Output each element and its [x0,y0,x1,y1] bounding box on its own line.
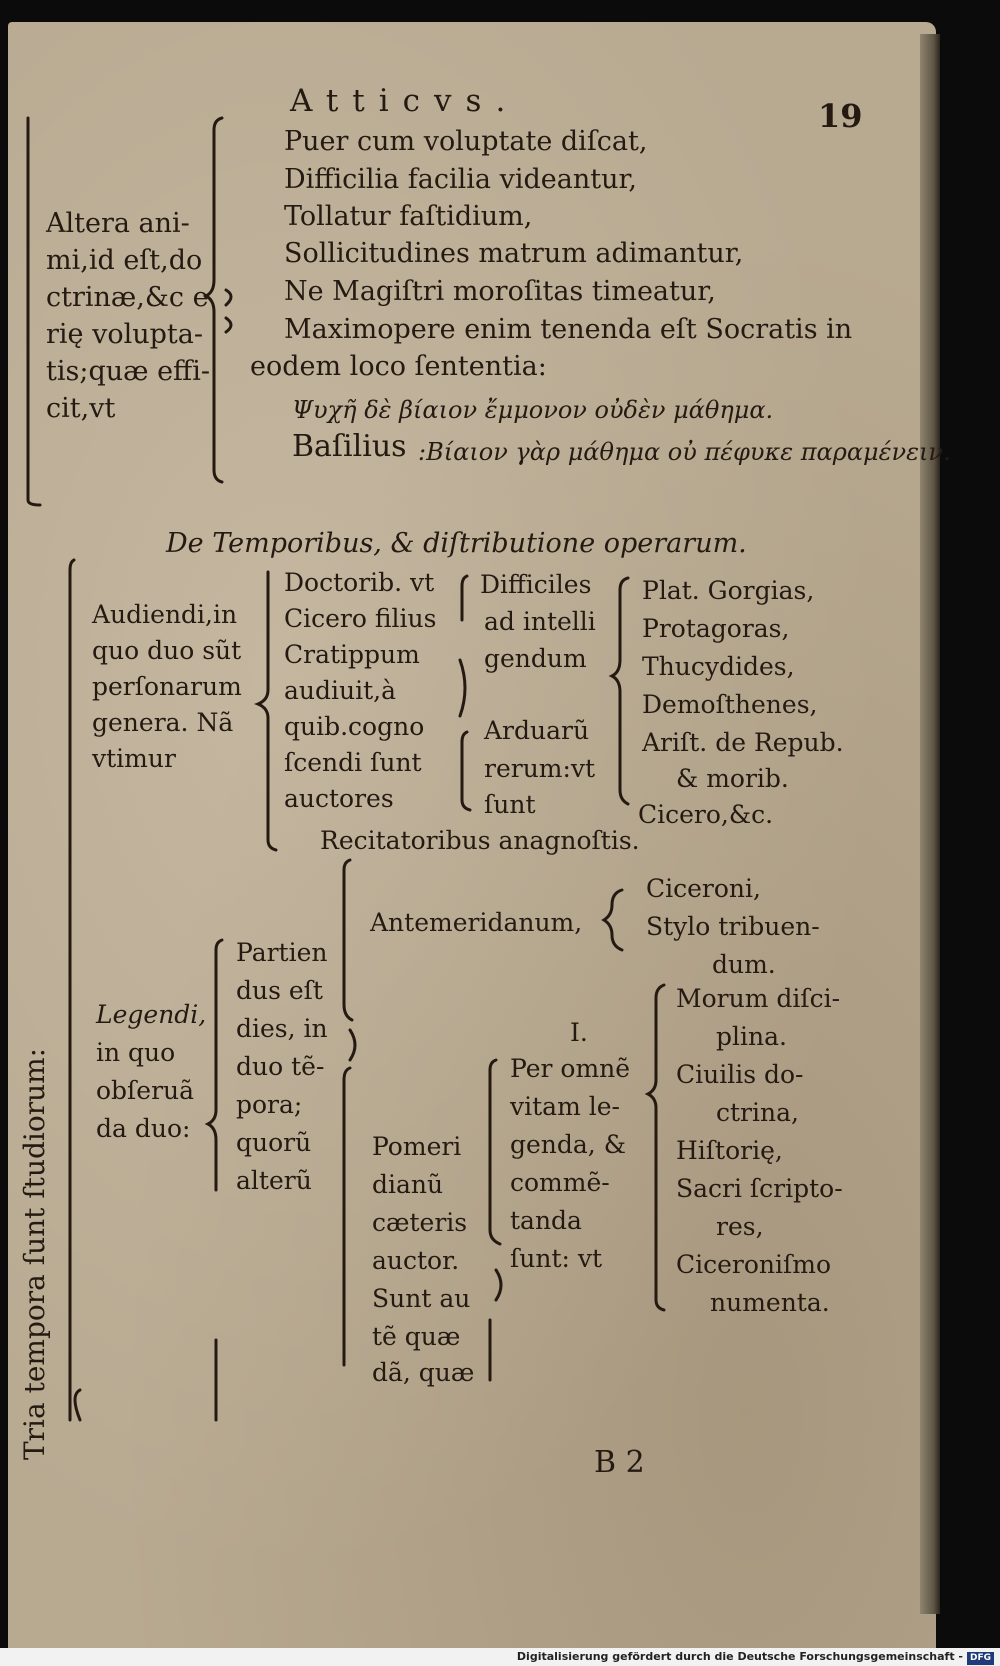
greek-quotation: Ψυχῆ δὲ βίαιον ἔμμονον οὐδὲν μάθημα. [292,396,774,424]
morum-line: Ciuilis do- [676,1060,804,1089]
ciceroni-line: Ciceroni, [646,874,761,903]
pomeridianum-line: cæteris [372,1208,468,1237]
side-title: Tria tempora ſunt ſtudiorum: [18,1047,51,1460]
doctoribus-line: Cratippum [284,640,420,669]
greek-quotation: :Βίαιον γὰρ μάθημα οὐ πέφυκε παραμένειν. [418,438,951,466]
partiendus-line: duo tẽ- [236,1052,325,1081]
morum-line: Ciceroniſmo [676,1250,832,1279]
difficiles-line: gendum [484,644,587,673]
author-line: & morib. [676,764,789,793]
audiendi-label-line: genera. Nã [92,708,234,737]
section-title: De Temporibus, & diſtributione operarum. [166,528,747,559]
audiendi-label-line: Audiendi,in [92,600,238,629]
arduarum-line: ſunt [484,790,536,819]
ciceroni-line: Stylo tribuen- [646,912,820,941]
text-line: Puer cum voluptate diſcat, [284,126,648,157]
recitatoribus-line: Recitatoribus anagnoſtis. [320,826,640,855]
author-line: Plat. Gorgias, [642,576,815,605]
partiendus-line: quorũ [236,1128,312,1157]
per-omne-line: Per omnẽ [510,1054,631,1083]
doctoribus-line: Cicero filius [284,604,437,633]
altera-label-line: tis;quæ effi- [46,356,210,387]
author-line: Demoſthenes, [642,690,818,719]
dfg-logo: DFG [967,1652,994,1665]
page-number: 19 [818,97,863,135]
difficiles-line: ad intelli [484,607,596,636]
difficiles-line: Difficiles [480,570,592,599]
doctoribus-line: audiuit,à [284,676,396,705]
partiendus-line: dus eſt [236,976,323,1005]
morum-line: Sacri ſcripto- [676,1174,843,1203]
pomeridianum-line: auctor. [372,1246,460,1275]
arduarum-line: Arduarũ [484,716,590,745]
footer-text: Digitalisierung gefördert durch die Deutsche Forschungsgemeinschaft - [516,1650,963,1663]
signature-mark: B 2 [594,1445,645,1480]
altera-label-line: cit,vt [46,393,116,424]
doctoribus-line: ſcendi ſunt [284,748,422,777]
digitization-footer [0,1648,1000,1666]
audiendi-label-line: perſonarum [92,672,242,701]
antemeridianum-label: Antemeridanum, [370,908,583,937]
doctoribus-line: quib.cogno [284,712,425,741]
text-line: Sollicitudines matrum adimantur, [284,238,744,269]
morum-line: Morum diſci- [676,984,841,1013]
altera-label-line: Altera ani- [46,208,190,239]
audiendi-label-line: vtimur [92,744,176,773]
partiendus-line: dies, in [236,1014,328,1043]
author-line: Protagoras, [642,614,790,643]
pomeridianum-line: Pomeri [372,1132,462,1161]
pomeridianum-line: dianũ [372,1170,444,1199]
author-line: Cicero,&c. [638,800,774,829]
morum-line: numenta. [710,1288,830,1317]
altera-label-line: ctrinæ,&c e [46,282,209,313]
morum-line: plina. [716,1022,787,1051]
ciceroni-line: dum. [712,950,776,979]
per-omne-line: ſunt: vt [510,1244,603,1273]
text-line: Difficilia facilia videantur, [284,164,638,195]
numeral-one: I. [570,1018,588,1047]
per-omne-line: vitam le- [510,1092,620,1121]
arduarum-line: rerum:vt [484,754,596,783]
author-line: Thucydides, [642,652,795,681]
author-line: Ariſt. de Repub. [642,728,844,757]
partiendus-line: alterũ [236,1166,312,1195]
text-line: eodem loco ſententia: [250,351,547,382]
text-line: Maximopere enim tenenda eſt Socratis in [284,314,853,345]
altera-label-line: rię volupta- [46,319,203,350]
morum-line: ctrina, [716,1098,799,1127]
audiendi-label-line: quo duo sũt [92,636,242,665]
partiendus-line: Partien [236,938,328,967]
text-line: Ne Magiſtri moroſitas timeatur, [284,276,716,307]
basil-name: Baſilius [292,429,407,464]
legendi-label-line: da duo: [96,1114,191,1143]
per-omne-line: tanda [510,1206,582,1235]
pomeridianum-line: dã, quæ [372,1358,475,1387]
legendi-label-line: obſeruã [96,1076,195,1105]
doctoribus-line: Doctorib. vt [284,568,435,597]
pomeridianum-line: Sunt au [372,1284,471,1313]
pomeridianum-line: tẽ quæ [372,1322,461,1351]
partiendus-line: pora; [236,1090,303,1119]
altera-label-line: mi,id eſt,do [46,245,203,276]
morum-line: Hiſtorię, [676,1136,783,1165]
doctoribus-line: auctores [284,784,394,813]
legendi-label-line: in quo [96,1038,176,1067]
legendi-label-line: Legendi, [96,1000,207,1029]
running-title: Atticvs. [290,83,520,119]
per-omne-line: commẽ- [510,1168,610,1197]
per-omne-line: genda, & [510,1130,626,1159]
morum-line: res, [716,1212,764,1241]
text-line: Tollatur faſtidium, [284,201,533,232]
